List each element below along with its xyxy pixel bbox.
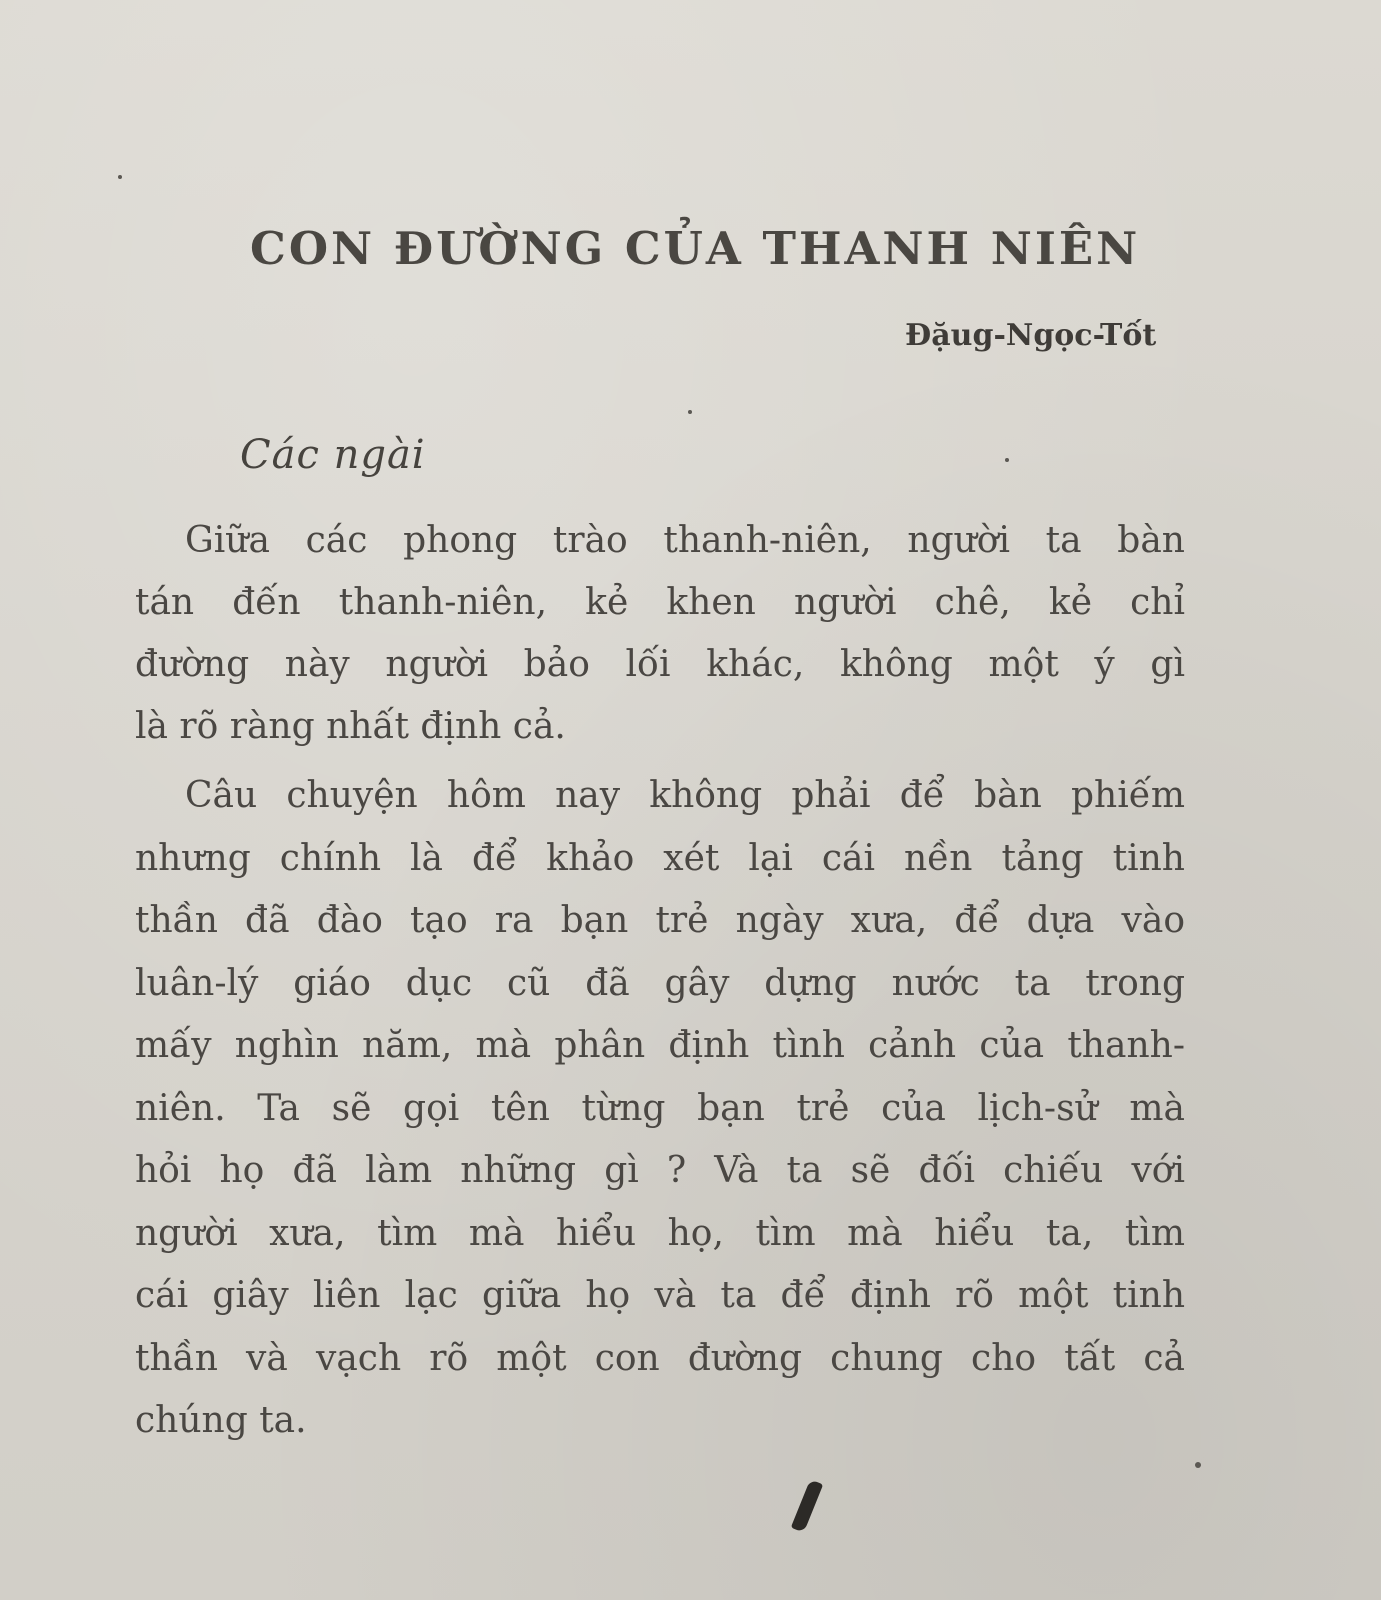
text-line: nhưng chính là để khảo xét lại cái nền tảng tinh [135,837,1185,879]
text-line: cái giây liên lạc giữa họ và ta để định rõ một tinh [135,1275,1185,1316]
ink-speck [118,175,122,179]
ink-speck [688,410,692,414]
text-line: Câu chuyện hôm nay không phải để bàn phiếm [185,775,1185,816]
text-line: niên. Ta sẽ gọi tên từng bạn trẻ của lịch-sử mà [135,1087,1185,1129]
text-line: Giữa các phong trào thanh-niên, người ta bàn [185,520,1185,561]
text-line: thần đã đào tạo ra bạn trẻ ngày xưa, để dựa vào [135,900,1185,941]
text-line: là rõ ràng nhất định cả. [135,706,566,747]
ink-smudge [791,1479,823,1532]
text-line: thần và vạch rõ một con đường chung cho tất cả [135,1337,1185,1379]
text-line: luân-lý giáo dục cũ đã gây dựng nước ta trong [135,962,1185,1004]
text-line: tán đến thanh-niên, kẻ khen người chê, kẻ chỉ [135,582,1185,623]
paragraph-2 [135,765,1185,1453]
text-line: mấy nghìn năm, mà phân định tình cảnh của thanh- [135,1025,1185,1066]
text-line: đường này người bảo lối khác, không một ý gì [135,644,1185,685]
text-line: hỏi họ đã làm những gì ? Và ta sẽ đối chiếu với [135,1150,1185,1191]
ink-speck [1005,458,1009,462]
paragraph-1 [135,510,1185,758]
text-line: người xưa, tìm mà hiểu họ, tìm mà hiểu ta, tìm [135,1212,1185,1254]
author-name: Đặug-Ngọc-Tốt [905,318,1157,353]
salutation: Các ngài [240,432,426,478]
text-line: chúng ta. [135,1400,307,1441]
page-title: CON ĐƯỜNG CỦA THANH NIÊN [250,222,1141,275]
ink-speck [1195,1462,1201,1468]
